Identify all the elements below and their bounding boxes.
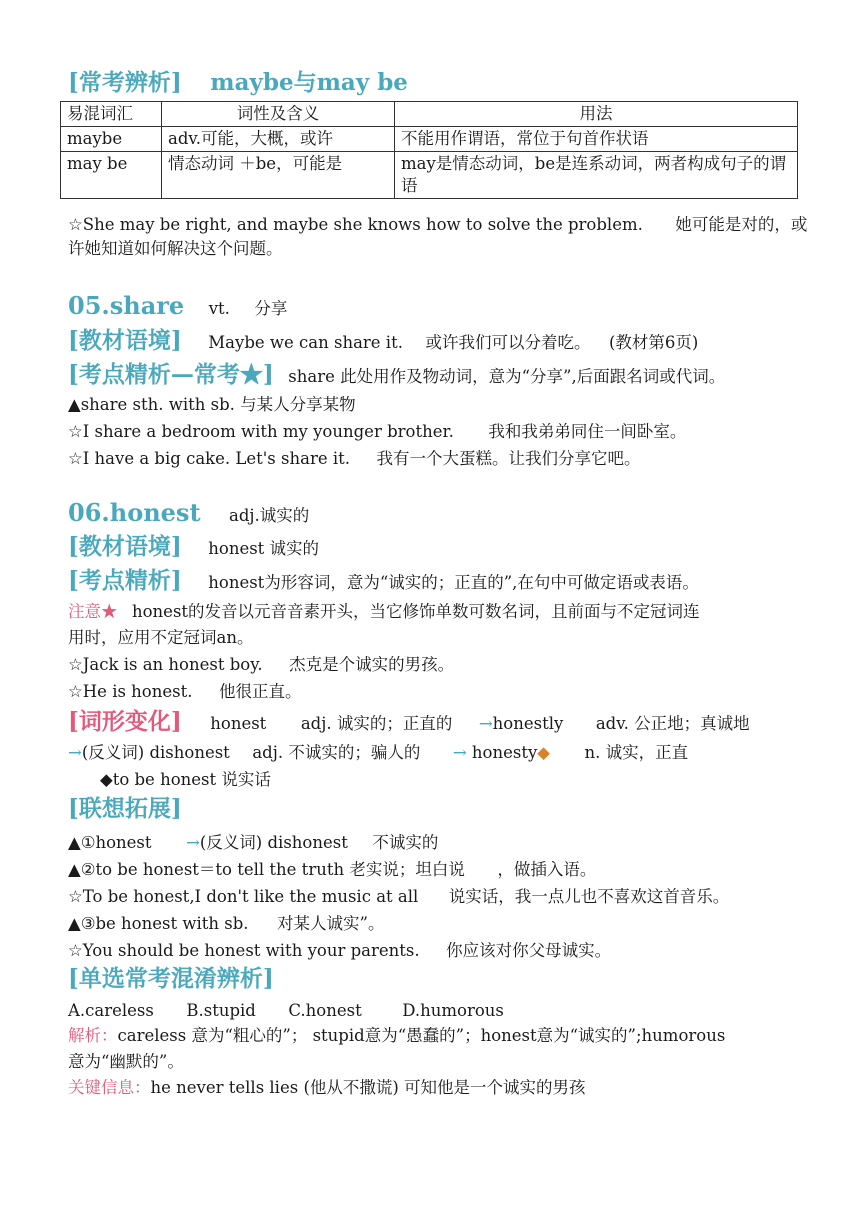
forms-word: honest [210, 714, 267, 733]
extend-text: ▲②to be honest＝to tell the truth 老实说；坦白说 [68, 860, 465, 879]
analysis2-text: careless 意为“粗心的”； stupid意为“愚蠢的”；honest意为“诚实的”;humorous [117, 1026, 726, 1045]
quiz-analysis [68, 1025, 725, 1047]
note-text: honest的发音以元音音素开头，当它修饰单数可数名词，且前面与不定冠词连 [132, 602, 700, 621]
context-text: honest 诚实的 [208, 539, 320, 558]
honest-context [68, 533, 320, 560]
share-example-2 [68, 448, 641, 470]
analysis-text: honest为形容词，意为“诚实的；正直的”,在句中可做定语或表语。 [208, 573, 699, 592]
example-cn: 我有一个大蛋糕。让我们分享它吧。 [376, 449, 641, 468]
forms-word: honestly [492, 714, 564, 733]
honest-heading [68, 498, 310, 527]
honest-forms-2 [68, 742, 688, 764]
honest-forms-1 [68, 708, 750, 735]
table-header-row [61, 102, 798, 127]
phrase-text: ▲share sth. with sb. 与某人分享某物 [68, 395, 356, 414]
context-tag: [教材语境] [68, 533, 182, 560]
example-en: ☆She may be right, and maybe she knows how to solve the problem. [68, 215, 643, 234]
option-d: D.humorous [402, 1001, 504, 1020]
share-heading [68, 291, 288, 320]
forms-tag: [词形变化] [68, 708, 182, 735]
compare-table [60, 101, 798, 199]
example-cn: 杰克是个诚实的男孩。 [289, 655, 455, 674]
extend-item-3 [68, 913, 384, 935]
forms-meaning: adv. 公正地；真诚地 [595, 714, 750, 733]
arrow-icon: → [68, 743, 82, 762]
extend-text: ▲①honest [68, 833, 152, 852]
forms-meaning: adj. 诚实的；正直的 [300, 714, 453, 733]
honest-example-2 [68, 681, 301, 703]
compare-tag: [常考辨析] [68, 69, 182, 96]
analysis-tag: [考点精析—常考★] [68, 361, 274, 388]
forms-word: honesty [471, 743, 538, 762]
note-text-cont: 用时，应用不定冠词an。 [68, 628, 254, 647]
context-tag: [教材语境] [68, 327, 182, 354]
example-cn: 说实话，我一点儿也不喜欢这首音乐。 [448, 887, 730, 906]
extend-text: 对某人诚实”。 [277, 914, 385, 933]
share-example-1 [68, 421, 686, 443]
honest-forms-3 [100, 769, 271, 791]
share-pos: vt. [208, 299, 230, 318]
forms-meaning: adj. 不诚实的；骗人的 [252, 743, 421, 762]
context-src: (教材第6页) [608, 333, 699, 352]
option-c: C.honest [288, 1001, 362, 1020]
example-cn: 我和我弟弟同住一间卧室。 [488, 422, 687, 441]
table-row [61, 152, 798, 199]
example-en: ☆Jack is an honest boy. [68, 655, 263, 674]
example-en: ☆He is honest. [68, 682, 193, 701]
extend-item-2 [68, 859, 596, 881]
example-en: ☆You should be honest with your parents. [68, 941, 420, 960]
table-cell: maybe [61, 127, 162, 152]
compare-example-cont [68, 238, 283, 260]
share-meaning: 分享 [254, 299, 288, 318]
table-row [61, 127, 798, 152]
arrow-icon: → [478, 714, 493, 733]
extend-text: ，做插入语。 [497, 860, 597, 879]
note-tag: 注意★ [68, 602, 118, 621]
option-b: B.stupid [186, 1001, 256, 1020]
header-cell: 词性及含义 [162, 102, 395, 127]
compare-example [68, 214, 807, 236]
forms-word: (反义词) dishonest [81, 743, 230, 762]
quiz-heading [68, 965, 274, 992]
table-cell: adv.可能，大概，或许 [162, 127, 395, 152]
analysis-tag: [考点精析] [68, 567, 182, 594]
extend-item-1 [68, 832, 438, 854]
diamond-icon: ◆ [537, 743, 550, 762]
key-tag: 关键信息： [68, 1078, 151, 1097]
share-context [68, 327, 699, 354]
extend-text: ▲③be honest with sb. [68, 914, 249, 933]
key-text: he never tells lies (他从不撒谎) 可知他是一个诚实的男孩 [150, 1078, 586, 1097]
extend-example-2 [68, 886, 729, 908]
extend-tag: [联想拓展] [68, 795, 182, 822]
example-cn-cont: 许她知道如何解决这个问题。 [68, 239, 283, 258]
context-cn: 或许我们可以分着吃。 [425, 333, 591, 352]
example-cn: 他很正直。 [218, 682, 302, 701]
analysis2-text-cont: 意为“幽默的”。 [68, 1052, 184, 1071]
analysis2-tag: 解析： [68, 1026, 118, 1045]
arrow-icon: → [452, 743, 467, 762]
honest-extend-heading [68, 795, 182, 822]
extend-text: (反义词) dishonest [199, 833, 348, 852]
honest-title: 06.honest [68, 498, 201, 527]
arrow-icon: → [186, 833, 200, 852]
compare-heading [68, 69, 408, 96]
example-cn: 她可能是对的，或 [675, 215, 808, 234]
example-cn: 你应该对你父母诚实。 [446, 941, 612, 960]
example-en: ☆I have a big cake. Let's share it. [68, 449, 350, 468]
table-cell: may是情态动词，be是连系动词，两者构成句子的谓语 [395, 152, 798, 199]
share-title: 05.share [68, 291, 185, 320]
context-en: Maybe we can share it. [208, 333, 403, 352]
honest-example-1 [68, 654, 454, 676]
header-cell: 用法 [395, 102, 798, 127]
quiz-options [68, 1000, 504, 1022]
table-cell: 情态动词 ＋be，可能是 [162, 152, 395, 199]
extend-text: 不诚实的 [372, 833, 439, 852]
honest-note [68, 601, 700, 623]
header-cell: 易混词汇 [61, 102, 162, 127]
forms-phrase: ◆to be honest 说实话 [100, 770, 271, 789]
forms-meaning: n. 诚实，正直 [584, 743, 689, 762]
analysis-text: share 此处用作及物动词，意为“分享”,后面跟名词或代词。 [288, 367, 726, 386]
share-analysis [68, 361, 726, 388]
quiz-analysis-cont [68, 1051, 184, 1073]
share-phrase [68, 394, 356, 416]
honest-pos: adj.诚实的 [229, 506, 310, 525]
honest-analysis [68, 567, 699, 594]
compare-title: maybe与may be [210, 69, 408, 96]
honest-note-cont [68, 627, 253, 649]
quiz-key-info [68, 1077, 586, 1099]
option-a: A.careless [68, 1001, 154, 1020]
table-cell: may be [61, 152, 162, 199]
quiz-tag: [单选常考混淆辨析] [68, 965, 274, 992]
example-en: ☆I share a bedroom with my younger brother. [68, 422, 454, 441]
table-cell: 不能用作谓语，常位于句首作状语 [395, 127, 798, 152]
extend-example-3 [68, 940, 611, 962]
example-en: ☆To be honest,I don't like the music at all [68, 887, 419, 906]
